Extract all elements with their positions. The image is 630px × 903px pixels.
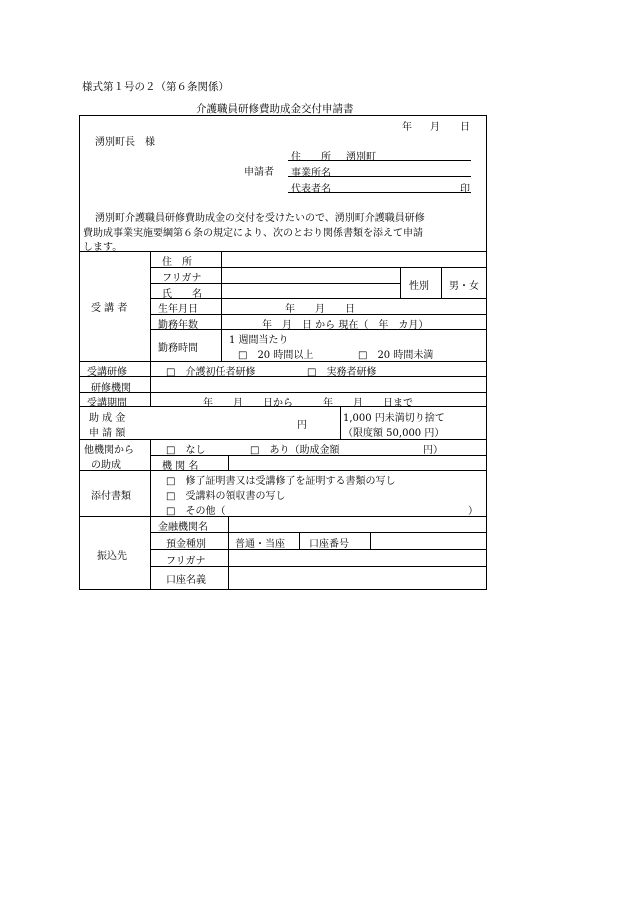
form-number: 様式第１号の２（第６条関係） — [82, 81, 229, 93]
other-agency-label-line2: の助成 — [91, 460, 121, 471]
document-title: 介護職員研修費助成金交付申請書 — [196, 103, 354, 115]
account-number-label: 口座番号 — [309, 539, 349, 550]
bank-name-label: 金融機関名 — [158, 522, 208, 533]
bank-furigana-label: フリガナ — [166, 556, 206, 567]
grant-label-line1: 助 成 金 — [89, 413, 126, 424]
account-holder-label: 口座名義 — [166, 575, 206, 586]
work-years-value[interactable]: 年 月 日 から 現在（ 年 カ月） — [262, 320, 429, 331]
representative-label: 代表者名 — [291, 184, 331, 195]
course-option-practitioner[interactable]: □ 実務者研修 — [307, 367, 377, 378]
work-hours-option-under20[interactable]: □ 20 時間未満 — [358, 350, 434, 361]
birth-date-label: 生年月日 — [158, 304, 198, 315]
account-type-label: 預金種別 — [166, 539, 206, 550]
trainee-furigana-label: フリガナ — [162, 273, 202, 284]
work-years-label: 勤務年数 — [158, 320, 198, 331]
date-year: 年 — [402, 122, 412, 133]
body-text-line3: します。 — [83, 242, 123, 253]
other-agency-yes-option[interactable]: □ あり（助成金額 — [250, 445, 340, 456]
agency-name-label: 機 関 名 — [162, 461, 199, 472]
attachment-receipt[interactable]: □ 受講料の領収書の写し — [166, 491, 286, 502]
body-text-line1: 湧別町介護職員研修費助成金の交付を受けたいので、湧別町介護職員研修 — [95, 213, 425, 224]
work-hours-label: 勤務時間 — [158, 343, 198, 354]
course-label: 受講研修 — [87, 367, 127, 378]
sex-value[interactable]: 男・女 — [449, 281, 479, 292]
address-label: 住 所 — [291, 152, 331, 163]
account-type-value[interactable]: 普通・当座 — [235, 539, 285, 550]
seal-mark: 印 — [460, 184, 470, 195]
sex-label: 性別 — [409, 281, 429, 292]
other-agency-label-line1: 他機関から — [84, 445, 134, 456]
period-label: 受講期間 — [87, 398, 127, 409]
period-value[interactable]: 年 月 日から 年 月 日まで — [203, 398, 413, 409]
trainee-name-label: 氏 名 — [162, 289, 202, 300]
birth-date-value[interactable]: 年 月 日 — [285, 304, 355, 315]
other-agency-yen: 円） — [423, 445, 443, 456]
attachment-other-close: ） — [468, 506, 478, 517]
attachments-label: 添付書類 — [91, 491, 131, 502]
work-hours-line1: 1 週間当たり — [229, 335, 289, 346]
work-hours-option-over20[interactable]: □ 20 時間以上 — [238, 350, 314, 361]
grant-unit: 円 — [297, 420, 307, 431]
course-option-initial[interactable]: □ 介護初任者研修 — [166, 367, 256, 378]
address-value[interactable]: 湧別町 — [346, 152, 376, 163]
date-month: 月 — [430, 122, 440, 133]
grant-note-limit: （限度額 50,000 円） — [343, 428, 445, 439]
grant-label-line2: 申 請 額 — [89, 428, 126, 439]
body-text-line2: 費助成事業実施要綱第６条の規定により、次のとおり関係書類を添えて申請 — [83, 228, 423, 239]
office-label: 事業所名 — [291, 168, 331, 179]
attachment-certificate[interactable]: □ 修了証明書又は受講修了を証明する書類の写し — [166, 476, 396, 487]
bank-section-label: 振込先 — [97, 551, 127, 562]
date-day: 日 — [460, 122, 470, 133]
grant-note-rounding: 1,000 円未満切り捨て — [343, 413, 445, 424]
other-agency-none-option[interactable]: □ なし — [166, 445, 206, 456]
institution-label: 研修機関 — [91, 383, 131, 394]
trainee-section-label: 受 講 者 — [91, 303, 128, 314]
trainee-address-label: 住 所 — [162, 257, 192, 268]
addressee: 湧別町長 様 — [95, 137, 155, 148]
attachment-other[interactable]: □ その他（ — [166, 506, 226, 517]
applicant-label: 申請者 — [244, 167, 274, 178]
